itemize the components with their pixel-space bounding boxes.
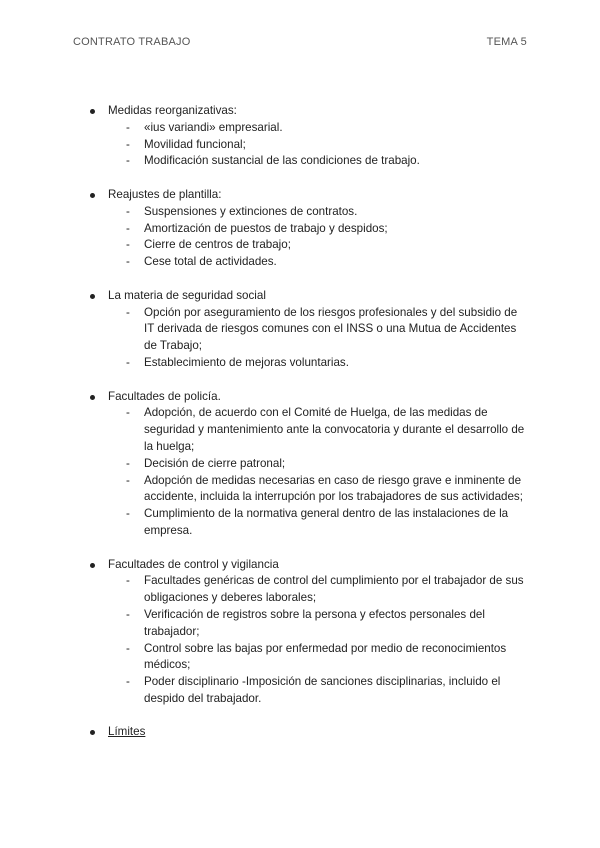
bullet-item <box>88 103 528 120</box>
dash-marker: - <box>126 204 130 218</box>
sub-item-text: Cese total de actividades. <box>144 255 277 269</box>
section-title: Facultades de control y vigilancia <box>108 557 279 571</box>
sub-item-text: Control sobre las bajas por enfermedad por medio de reconocimientos médicos; <box>144 641 507 672</box>
sub-list-item <box>88 473 528 507</box>
bullet-dot-icon <box>90 563 95 568</box>
dash-marker: - <box>126 473 130 487</box>
sub-list-item <box>88 137 528 154</box>
bullet-item <box>88 724 528 741</box>
sub-list-item <box>88 305 528 355</box>
sub-item-text: Modificación sustancial de las condiciones de trabajo. <box>144 154 420 168</box>
sub-item-text: Verificación de registros sobre la persona y efectos personales del trabajador; <box>144 607 485 638</box>
dash-marker: - <box>126 675 130 689</box>
dash-marker: - <box>126 305 130 319</box>
sub-item-text: Suspensiones y extinciones de contratos. <box>144 204 358 218</box>
bullet-dot-icon <box>90 294 95 299</box>
sub-item-text: Opción por aseguramiento de los riesgos profesionales y del subsidio de IT derivada de riesgos comunes con el INSS o una Mutua de Accidentes de Trabajo; <box>144 305 518 353</box>
sub-list-item <box>88 237 528 254</box>
section-facultades-de-policia <box>88 389 528 540</box>
dash-marker: - <box>126 238 130 252</box>
section-limites <box>88 724 528 741</box>
bullet-dot-icon <box>90 395 95 400</box>
sub-item-text: Adopción, de acuerdo con el Comité de Huelga, de las medidas de seguridad y mantenimiento ante la convocatoria y durante el desarrollo de la huelga; <box>144 406 525 453</box>
sub-item-text: Cumplimiento de la normativa general dentro de las instalaciones de la empresa. <box>144 507 509 537</box>
dash-marker: - <box>126 456 130 470</box>
sub-item-text: Movilidad funcional; <box>144 137 246 151</box>
sub-list <box>88 305 528 372</box>
sub-list-item <box>88 641 528 675</box>
sub-list-item <box>88 254 528 271</box>
dash-marker: - <box>126 641 130 655</box>
document-body <box>88 103 528 758</box>
section-title: Límites <box>108 725 146 739</box>
sub-list <box>88 573 528 707</box>
sub-list <box>88 204 528 271</box>
section-title: La materia de seguridad social <box>108 288 266 302</box>
dash-marker: - <box>126 355 130 369</box>
sub-item-text: Facultades genéricas de control del cumplimiento por el trabajador de sus obligaciones y deberes laborales; <box>144 574 524 605</box>
section-title: Reajustes de plantilla: <box>108 187 222 201</box>
sub-list-item <box>88 153 528 170</box>
dash-marker: - <box>126 607 130 621</box>
sub-list-item <box>88 120 528 137</box>
sub-item-text: «ius variandi» empresarial. <box>144 120 283 134</box>
sub-list-item <box>88 405 528 455</box>
sub-item-text: Poder disciplinario -Imposición de sanciones disciplinarias, incluido el despido del trabajador. <box>144 675 501 705</box>
dash-marker: - <box>126 574 130 588</box>
sub-list <box>88 405 528 539</box>
header-topic-number: TEMA 5 <box>486 36 527 48</box>
dash-marker: - <box>126 221 130 235</box>
sub-list-item <box>88 506 528 540</box>
sub-list <box>88 120 528 170</box>
section-seguridad-social <box>88 288 528 372</box>
sub-list-item <box>88 221 528 238</box>
dash-marker: - <box>126 137 130 151</box>
sub-item-text: Establecimiento de mejoras voluntarias. <box>144 355 349 369</box>
page-header <box>73 36 527 52</box>
section-medidas-reorganizativas <box>88 103 528 170</box>
section-title: Facultades de policía. <box>108 389 221 403</box>
bullet-dot-icon <box>90 730 95 735</box>
bullet-item <box>88 288 528 305</box>
bullet-item <box>88 187 528 204</box>
bullet-dot-icon <box>90 193 95 198</box>
sub-item-text: Cierre de centros de trabajo; <box>144 238 291 252</box>
dash-marker: - <box>126 120 130 134</box>
sub-list-item <box>88 204 528 221</box>
dash-marker: - <box>126 255 130 269</box>
sub-list-item <box>88 456 528 473</box>
sub-item-text: Adopción de medidas necesarias en caso de riesgo grave e inminente de accidente, incluida la interrupción por los trabajadores de sus actividades; <box>144 473 523 504</box>
section-title: Medidas reorganizativas: <box>108 104 237 117</box>
section-control-y-vigilancia <box>88 557 528 708</box>
dash-marker: - <box>126 507 130 521</box>
sub-item-text: Amortización de puestos de trabajo y despidos; <box>144 221 388 235</box>
sub-list-item <box>88 607 528 641</box>
sub-list-item <box>88 355 528 372</box>
header-document-title: CONTRATO TRABAJO <box>73 36 191 48</box>
bullet-item <box>88 389 528 406</box>
bullet-dot-icon <box>90 109 95 114</box>
bullet-item <box>88 557 528 574</box>
sub-list-item <box>88 573 528 607</box>
section-reajustes-de-plantilla <box>88 187 528 271</box>
sub-list-item <box>88 674 528 708</box>
sub-item-text: Decisión de cierre patronal; <box>144 456 286 470</box>
dash-marker: - <box>126 154 130 168</box>
dash-marker: - <box>126 406 130 420</box>
